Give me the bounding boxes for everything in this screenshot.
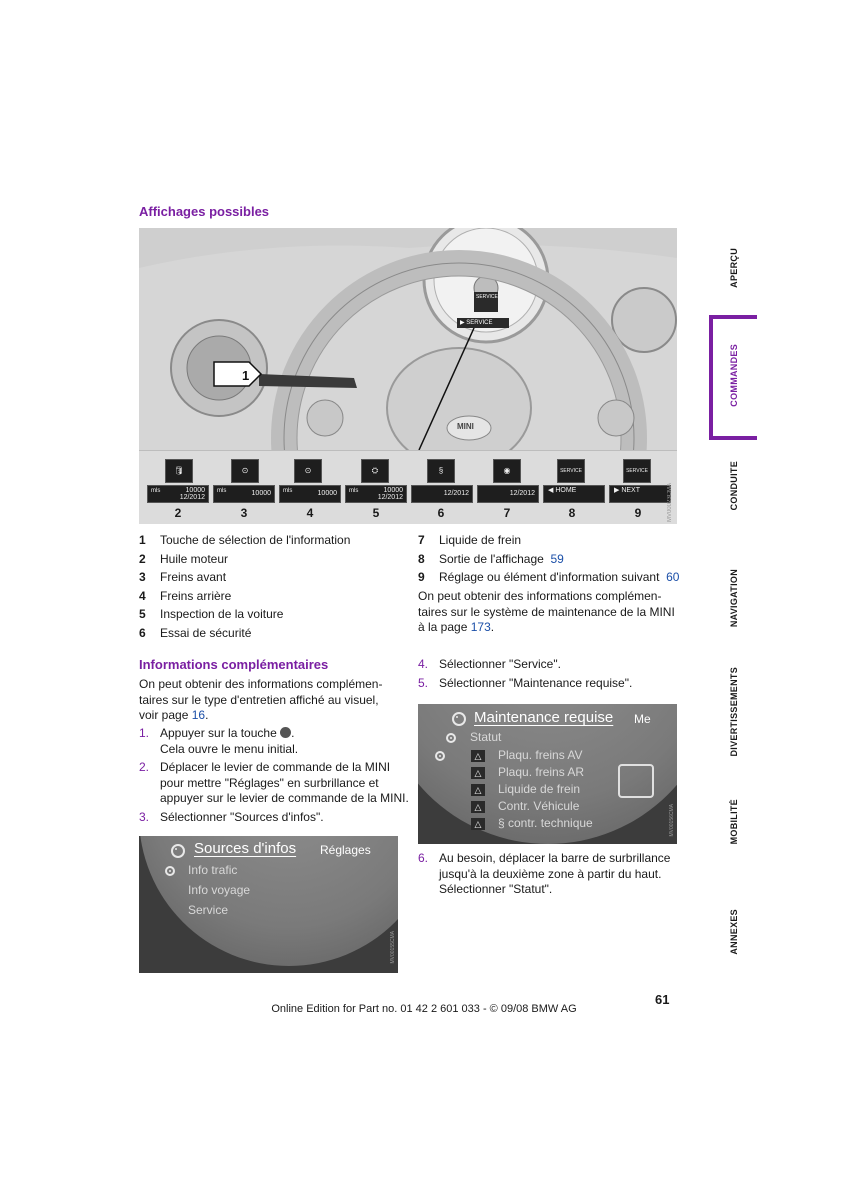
rear-brake-icon: ⊙: [294, 459, 322, 483]
screen-header: Maintenance requise: [474, 709, 614, 726]
steps-left: [139, 726, 409, 829]
side-tab-commandes[interactable]: COMMANDES: [729, 344, 739, 407]
bar-front-brake: mls 10000: [213, 485, 275, 503]
icon-strip: [139, 450, 677, 524]
svg-text:1: 1: [242, 368, 250, 383]
legend-left: [139, 531, 350, 643]
screen-header: Sources d'infos: [194, 840, 297, 857]
step-item: 3. Sélectionner "Sources d'infos".: [139, 809, 324, 824]
page-link-173[interactable]: 173: [470, 620, 491, 635]
warning-icon: △: [471, 750, 485, 762]
brake-fluid-icon: ◉: [493, 459, 521, 483]
footer: Online Edition for Part no. 01 42 2 601 033 - © 09/08 BMW AG: [271, 1003, 577, 1015]
maintenance-item: § contr. technique: [498, 816, 593, 830]
safety-check-icon: §: [427, 459, 455, 483]
legend-item: 1 Touche de sélection de l'information: [139, 533, 351, 547]
radio-icon: [165, 866, 175, 876]
section-title: Affichages possibles: [139, 204, 270, 219]
bar-next: ▶ NEXT: [609, 485, 671, 503]
warning-icon: △: [471, 767, 485, 779]
legend-item: 2 Huile moteur: [139, 551, 229, 566]
car-lift-icon: ⛭: [361, 459, 389, 483]
subsection-title: Informations complémentaires: [139, 657, 329, 672]
maintenance-item: Plaqu. freins AR: [498, 765, 585, 779]
figure-number: 4: [306, 506, 314, 520]
step-item: 6. Au besoin, déplacer la barre de surbrillance jusqu'à la deuxième zone à partir du haut. Sélectionner "Statut".: [418, 851, 671, 897]
page-link-60[interactable]: 60: [666, 570, 680, 585]
brake-status-icon: [618, 764, 654, 798]
speedo-service-label: SERVICE: [476, 294, 498, 300]
dashboard-illustration: [139, 228, 677, 450]
maintenance-item: Contr. Véhicule: [498, 799, 580, 813]
radio-icon: [435, 751, 445, 761]
side-tab-navigation[interactable]: NAVIGATION: [729, 569, 739, 628]
figure-number: 8: [568, 506, 576, 520]
legend-item: 3 Freins avant: [139, 570, 227, 585]
legend-item: 5 Inspection de la voiture: [139, 607, 284, 622]
oil-can-icon: 🛢: [165, 459, 193, 483]
figure-number: 7: [503, 506, 511, 520]
menu-button-icon: [280, 727, 291, 738]
warning-icon: △: [471, 801, 485, 813]
side-tab-annexes[interactable]: ANNEXES: [729, 909, 739, 955]
dashboard-figure: [139, 228, 677, 524]
image-id: MV00023CMA: [667, 483, 673, 523]
bar-home: ◀ HOME: [543, 485, 605, 503]
legend-item: 8 Sortie de l'affichage 59: [418, 550, 679, 569]
step-item: 1. Appuyer sur la touche . Cela ouvre le menu initial.: [139, 726, 299, 756]
service-car-icon: SERVICE: [557, 459, 585, 483]
figure-number: 6: [437, 506, 445, 520]
sources-item: Info voyage: [188, 883, 251, 897]
side-tab-apercu[interactable]: APERÇU: [729, 248, 739, 288]
service-car-icon: SERVICE: [623, 459, 651, 483]
left-paragraph: On peut obtenir des informations complémen- taires sur le type d'entretien affiché au visuel, voir page 16.: [139, 677, 383, 723]
screen-maintenance: [418, 704, 677, 844]
warning-icon: △: [471, 784, 485, 796]
sources-item: Service: [188, 903, 229, 917]
legend-item: 7 Liquide de frein: [418, 533, 522, 547]
status-item: Statut: [470, 730, 502, 744]
radio-icon: [171, 844, 185, 858]
page-number: 61: [655, 992, 670, 1007]
legend-item: 4 Freins arrière: [139, 588, 232, 603]
side-tab-conduite[interactable]: CONDUITE: [729, 461, 739, 511]
maintenance-item: Plaqu. freins AV: [498, 748, 583, 762]
mini-logo: MINI: [457, 422, 474, 431]
legend-right: [418, 531, 679, 587]
radio-icon: [446, 733, 456, 743]
figure-number: 5: [372, 506, 380, 520]
step-item: 4. Sélectionner "Service".: [418, 657, 561, 671]
screen-sources: [139, 836, 398, 973]
image-id: MV00156CMA: [669, 804, 675, 837]
radio-icon: [452, 712, 466, 726]
steps-right-top: [418, 657, 632, 694]
side-tab-divertissements[interactable]: DIVERTISSEMENTS: [729, 667, 739, 757]
page-link-59[interactable]: 59: [550, 551, 564, 566]
maintenance-item: Liquide de frein: [498, 782, 581, 796]
figure-number: 3: [240, 506, 248, 520]
bar-safety: 12/2012: [411, 485, 473, 503]
front-brake-icon: ⊙: [231, 459, 259, 483]
screen-header-right: Me: [634, 712, 651, 726]
step-item: 2. Déplacer le levier de commande de la MINI pour mettre "Réglages" en surbrillance et appuyer sur le levier de commande de la MINI.: [139, 760, 409, 806]
bar-rear-brake: mls 10000: [279, 485, 341, 503]
figure-number: 9: [634, 506, 642, 520]
bar-inspection: mls 10000 12/2012: [345, 485, 407, 503]
warning-icon: △: [471, 818, 485, 830]
screen-header-right: Réglages: [320, 843, 371, 857]
image-id: MV00155CMA: [390, 931, 396, 964]
steps-right-bottom: [418, 851, 670, 901]
legend-item: 9 Réglage ou élément d'information suivant 60: [418, 568, 679, 587]
side-tab-mobilite[interactable]: MOBILITÉ: [729, 799, 739, 845]
page-link-16[interactable]: 16: [191, 708, 206, 723]
figure-number: 2: [174, 506, 182, 520]
right-paragraph: On peut obtenir des informations complémen- taires sur le système de maintenance de la MINI à la page 173.: [418, 589, 675, 635]
legend-item: 6 Essai de sécurité: [139, 625, 252, 640]
bar-oil: mls 10000 12/2012: [147, 485, 209, 503]
bar-brake-fluid: 12/2012: [477, 485, 539, 503]
step-item: 5. Sélectionner "Maintenance requise".: [418, 675, 633, 690]
sources-item: Info trafic: [188, 863, 238, 877]
display-text: ▶ SERVICE: [460, 320, 493, 326]
